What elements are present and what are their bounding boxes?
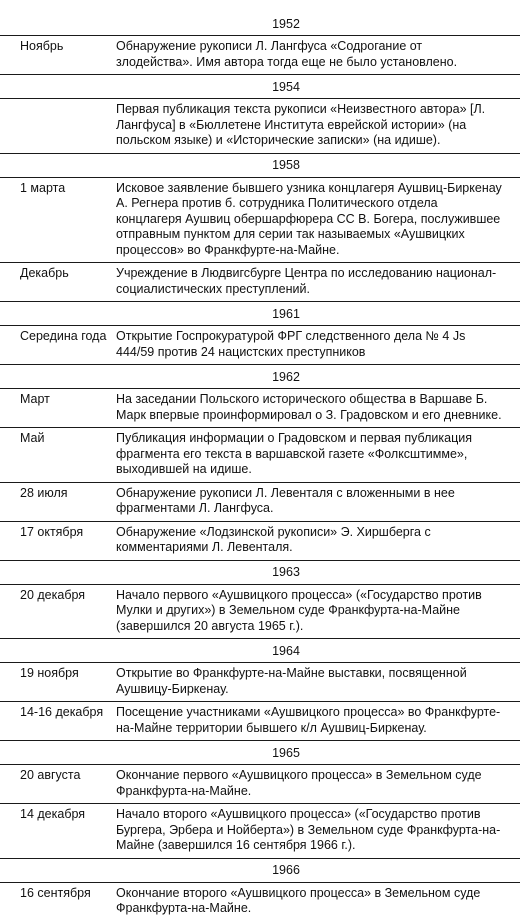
event-date: Март bbox=[20, 392, 50, 406]
event-date: Декабрь bbox=[20, 266, 69, 280]
event-row bbox=[0, 427, 520, 482]
event-description: Открытие во Франкфурте-на-Майне выставки, посвященной Аушвицу-Биркенау. bbox=[116, 666, 467, 696]
year-block bbox=[0, 364, 520, 560]
year-block bbox=[0, 638, 520, 740]
event-row bbox=[0, 98, 520, 153]
year-header-row bbox=[0, 74, 520, 98]
event-row bbox=[0, 662, 520, 701]
year-block bbox=[0, 560, 520, 639]
year-block bbox=[0, 301, 520, 364]
event-description: Учреждение в Людвигсбурге Центра по исследованию национал-социалистических преступлений. bbox=[116, 266, 497, 296]
event-description: Исковое заявление бывшего узника концлагеря Аушвиц-Биркенау А. Регнера против б. сотрудника Политического отдела концлагеря Аушвиц обершарфюрера СС В. Богера, послужившее отправным пунктом для серии так называемых «Аушвицких процессов» во Франкфурте-на-Майне. bbox=[116, 180, 502, 257]
year-label: 1965 bbox=[272, 745, 300, 760]
event-description: Обнаружение «Лодзинской рукописи» Э. Хиршберга с комментариями Л. Левенталя. bbox=[116, 524, 431, 554]
year-label: 1963 bbox=[272, 565, 300, 579]
event-description: Посещение участниками «Аушвицкого процесса» во Франкфурте-на-Майне территории бывшего к/л Аушвиц-Биркенау. bbox=[116, 705, 501, 735]
event-row bbox=[0, 521, 520, 560]
event-date: 20 декабря bbox=[20, 587, 86, 602]
year-label: 1954 bbox=[272, 79, 300, 94]
event-description: Окончание первого «Аушвицкого процесса» в Земельном суде Франкфурта-на-Майне. bbox=[116, 768, 482, 798]
year-label: 1961 bbox=[272, 306, 300, 321]
year-block bbox=[0, 74, 520, 153]
event-description: Обнаружение рукописи Л. Левенталя с вложенными в нее фрагментами Л. Лангфуса. bbox=[116, 485, 455, 515]
year-block bbox=[0, 740, 520, 858]
event-date: 28 июля bbox=[20, 485, 68, 500]
event-description: Начало второго «Аушвицкого процесса» («Государство против Бургера, Эрбера и Нойберта») в Земельном суде Франкфурта-на-Майне (завершился 16 сентября 1966 г.). bbox=[116, 807, 501, 852]
event-row bbox=[0, 325, 520, 364]
event-date: 20 августа bbox=[20, 768, 81, 782]
year-header-row bbox=[0, 740, 520, 764]
event-description: На заседании Польского исторического общества в Варшаве Б. Марк впервые проинформировал о З. Градовском и его дневнике. bbox=[116, 392, 502, 422]
event-description: Публикация информации о Градовском и первая публикация фрагмента его текста в варшавской газете «Фолксштимме», выходившей на идише. bbox=[116, 431, 473, 476]
event-date: 1 марта bbox=[20, 180, 66, 195]
event-row bbox=[0, 882, 520, 921]
year-label: 1952 bbox=[272, 16, 300, 31]
event-row bbox=[0, 262, 520, 301]
year-header-row bbox=[0, 301, 520, 325]
event-row bbox=[0, 764, 520, 803]
event-date: 19 ноября bbox=[20, 666, 79, 680]
event-date: Май bbox=[20, 431, 45, 445]
event-date: 14-16 декабря bbox=[20, 705, 104, 719]
year-header-row bbox=[0, 153, 520, 177]
event-description: Первая публикация текста рукописи «Неизвестного автора» [Л. Лангфуса] в «Бюллетене Института еврейской истории» (на польском языке) и «Исторические записки» (на идише). bbox=[116, 102, 486, 147]
event-row bbox=[0, 584, 520, 639]
event-row bbox=[0, 35, 520, 74]
event-row bbox=[0, 388, 520, 427]
event-date bbox=[0, 102, 116, 149]
event-description: Окончание второго «Аушвицкого процесса» в Земельном суде Франкфурта-на-Майне. bbox=[116, 885, 481, 915]
year-block bbox=[0, 858, 520, 921]
year-block bbox=[0, 153, 520, 302]
year-label: 1966 bbox=[272, 863, 300, 877]
event-row bbox=[0, 177, 520, 263]
event-description: Обнаружение рукописи Л. Лангфуса «Содрогание от злодейства». Имя автора тогда еще не было установлено. bbox=[116, 39, 458, 69]
event-description: Начало первого «Аушвицкого процесса» («Государство против Мулки и других») в Земельном суде Франкфурта-на-Майне (завершился 20 августа 1965 г.). bbox=[116, 587, 482, 633]
year-header-row bbox=[0, 364, 520, 388]
year-block bbox=[0, 12, 520, 74]
event-date: 17 октября bbox=[20, 524, 84, 539]
event-row bbox=[0, 803, 520, 858]
year-label: 1964 bbox=[272, 643, 300, 658]
event-date: Середина года bbox=[20, 329, 107, 343]
event-date: 16 сентября bbox=[20, 885, 91, 900]
event-date: Ноябрь bbox=[20, 39, 64, 53]
year-header-row bbox=[0, 12, 520, 35]
year-label: 1958 bbox=[272, 158, 300, 172]
year-header-row bbox=[0, 560, 520, 584]
event-row bbox=[0, 482, 520, 521]
event-description: Открытие Госпрокуратурой ФРГ следственного дела № 4 Js 444/59 против 24 нацистских преступников bbox=[116, 329, 466, 359]
year-label: 1962 bbox=[272, 369, 300, 384]
event-row bbox=[0, 701, 520, 740]
year-header-row bbox=[0, 638, 520, 662]
event-date: 14 декабря bbox=[20, 807, 86, 821]
